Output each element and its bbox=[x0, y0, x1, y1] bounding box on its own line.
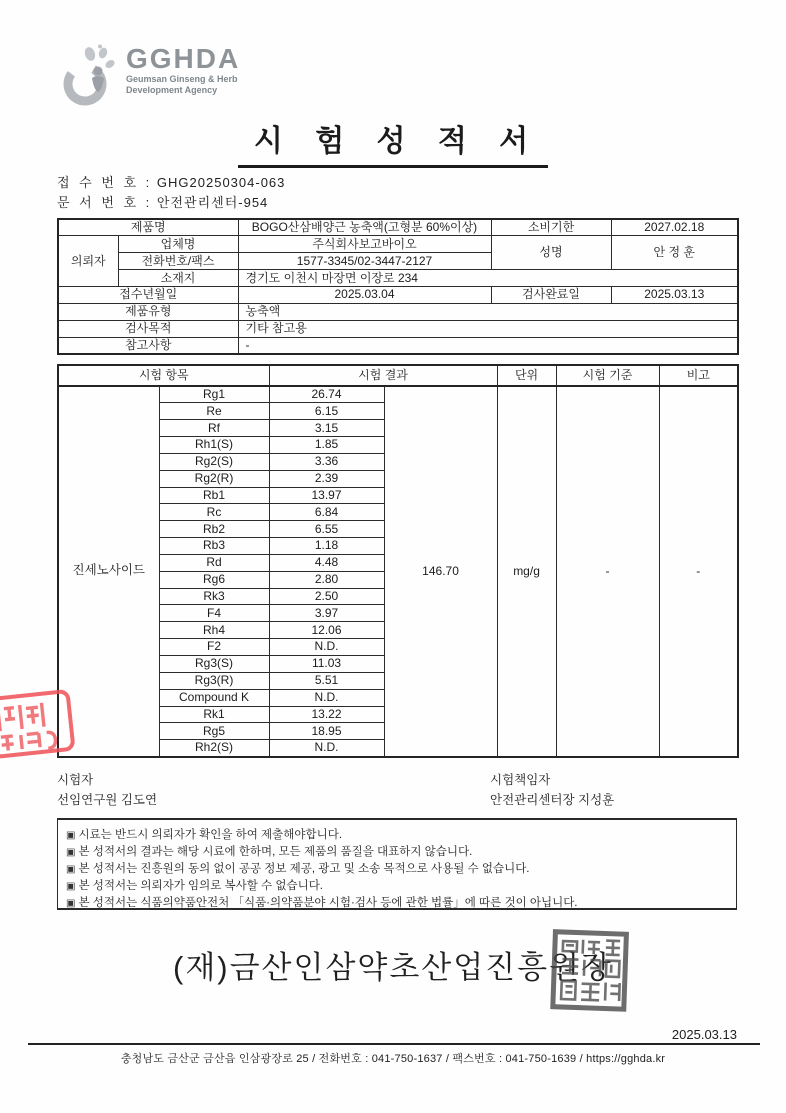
red-stamp bbox=[0, 688, 77, 768]
result-value: 2.39 bbox=[269, 470, 384, 487]
result-item: Rg2(S) bbox=[159, 453, 269, 470]
header-test-item: 시험 항목 bbox=[58, 365, 269, 386]
info-row-dates bbox=[58, 287, 738, 304]
result-item: Rb3 bbox=[159, 538, 269, 555]
result-item: Rh4 bbox=[159, 622, 269, 639]
note-line bbox=[66, 861, 736, 878]
result-item: Rh1(S) bbox=[159, 437, 269, 454]
note-bullet-icon: ▣ bbox=[66, 830, 76, 841]
info-row-product bbox=[58, 219, 738, 236]
result-item: F2 bbox=[159, 639, 269, 656]
result-value: 5.51 bbox=[269, 672, 384, 689]
group-label: 진세노사이드 bbox=[58, 386, 159, 757]
logo-subtitle-line1: Geumsan Ginseng & Herb bbox=[126, 74, 238, 84]
receipt-number-line bbox=[57, 172, 285, 191]
result-standard: - bbox=[556, 386, 659, 757]
result-item: Rk3 bbox=[159, 588, 269, 605]
product-name-value: BOGO산삼배양근 농축액(고형분 60%이상) bbox=[238, 219, 491, 236]
note-bullet-icon: ▣ bbox=[66, 847, 76, 858]
result-value: 3.15 bbox=[269, 420, 384, 437]
gghda-logo-icon bbox=[60, 44, 118, 113]
document-number-line bbox=[57, 192, 268, 211]
header-remark: 비고 bbox=[659, 365, 738, 386]
responsible-name: 안전관리센터장 지성훈 bbox=[490, 793, 615, 807]
result-value: N.D. bbox=[269, 689, 384, 706]
result-value: 4.48 bbox=[269, 554, 384, 571]
result-item: Rb1 bbox=[159, 487, 269, 504]
result-item: Rf bbox=[159, 420, 269, 437]
result-remark: - bbox=[659, 386, 738, 757]
purpose-value: 기타 참고용 bbox=[238, 320, 738, 337]
result-header-row bbox=[58, 365, 738, 386]
result-table-body bbox=[58, 386, 738, 757]
agency-logo bbox=[60, 44, 240, 113]
official-seal-stamp bbox=[550, 929, 631, 1019]
result-item: Rc bbox=[159, 504, 269, 521]
note-bullet-icon: ▣ bbox=[66, 864, 76, 875]
result-item: Compound K bbox=[159, 689, 269, 706]
note-line bbox=[66, 827, 736, 844]
result-item: Rg6 bbox=[159, 571, 269, 588]
notes-list bbox=[57, 818, 737, 910]
completed-date-value: 2025.03.13 bbox=[611, 287, 738, 304]
received-date-label: 접수년월일 bbox=[58, 287, 238, 304]
address-label: 소재지 bbox=[118, 270, 238, 287]
company-label: 업체명 bbox=[118, 236, 238, 253]
responsible-signature-block bbox=[490, 770, 614, 810]
result-item: Rg3(R) bbox=[159, 672, 269, 689]
result-value: 26.74 bbox=[269, 386, 384, 403]
note-line bbox=[66, 895, 736, 912]
info-row-company bbox=[58, 236, 738, 253]
footer-divider bbox=[28, 1043, 760, 1045]
address-value: 경기도 이천시 마장면 이장로 234 bbox=[238, 270, 738, 287]
result-value: 11.03 bbox=[269, 656, 384, 673]
issuing-org-name: (재)금산인삼약초산업진흥원장 bbox=[173, 950, 613, 985]
company-value: 주식회사보고바이오 bbox=[238, 236, 491, 253]
note-text: 시료는 반드시 의뢰자가 확인을 하여 제출해야합니다. bbox=[78, 829, 343, 841]
result-item: F4 bbox=[159, 605, 269, 622]
note-line bbox=[66, 878, 736, 895]
result-item: Rh2(S) bbox=[159, 740, 269, 757]
result-item: Rk1 bbox=[159, 706, 269, 723]
result-value: 12.06 bbox=[269, 622, 384, 639]
received-date-value: 2025.03.04 bbox=[238, 287, 491, 304]
note-text: 본 성적서의 결과는 해당 시료에 한하며, 모든 제품의 품질을 대표하지 않습니다. bbox=[78, 846, 473, 858]
result-row bbox=[58, 386, 738, 403]
name-label: 성명 bbox=[491, 236, 611, 270]
result-value: 3.36 bbox=[269, 453, 384, 470]
note-text: 본 성적서는 식품의약품안전처 「식품·의약품분야 시험·검사 등에 관한 법률」에 따른 것이 아닙니다. bbox=[78, 897, 578, 909]
result-total: 146.70 bbox=[384, 386, 497, 757]
result-value: 1.18 bbox=[269, 538, 384, 555]
header-standard: 시험 기준 bbox=[556, 365, 659, 386]
result-value: N.D. bbox=[269, 639, 384, 656]
note-bullet-icon: ▣ bbox=[66, 898, 76, 909]
tester-name: 선임연구원 김도연 bbox=[57, 793, 158, 807]
result-item: Rg2(R) bbox=[159, 470, 269, 487]
note-text: 본 성적서는 진흥원의 동의 없이 공공 정보 제공, 광고 및 소송 목적으로 사용될 수 없습니다. bbox=[78, 863, 530, 875]
document-number-label: 문 서 번 호 : bbox=[57, 195, 153, 210]
header-test-result: 시험 결과 bbox=[269, 365, 497, 386]
result-value: 6.15 bbox=[269, 403, 384, 420]
note-text: 본 성적서는 의뢰자가 임의로 복사할 수 없습니다. bbox=[78, 880, 323, 892]
completed-date-label: 검사완료일 bbox=[491, 287, 611, 304]
result-value: 18.95 bbox=[269, 723, 384, 740]
result-item: Rg5 bbox=[159, 723, 269, 740]
logo-subtitle-line2: Development Agency bbox=[126, 85, 218, 95]
phone-value: 1577-3345/02-3447-2127 bbox=[238, 253, 491, 270]
reference-value: - bbox=[238, 337, 738, 354]
expiry-value: 2027.02.18 bbox=[611, 219, 738, 236]
test-result-table bbox=[57, 364, 739, 758]
info-row-purpose bbox=[58, 320, 738, 337]
note-line bbox=[66, 844, 736, 861]
footer-contact-info: 충청남도 금산군 금산읍 인삼광장로 25 / 전화번호 : 041-750-1637 / 팩스번호 : 041-750-1639 / https://gghda.kr bbox=[120, 1053, 666, 1065]
result-value: 2.50 bbox=[269, 588, 384, 605]
product-type-value: 농축액 bbox=[238, 303, 738, 320]
result-item: Rd bbox=[159, 554, 269, 571]
receipt-number-label: 접 수 번 호 : bbox=[57, 175, 153, 190]
note-bullet-icon: ▣ bbox=[66, 881, 76, 892]
phone-label: 전화번호/팩스 bbox=[118, 253, 238, 270]
tester-label: 시험자 bbox=[57, 773, 94, 787]
result-item: Rb2 bbox=[159, 521, 269, 538]
result-item: Re bbox=[159, 403, 269, 420]
info-row-address bbox=[58, 270, 738, 287]
result-value: N.D. bbox=[269, 740, 384, 757]
result-unit: mg/g bbox=[497, 386, 556, 757]
logo-acronym: GGHDA bbox=[126, 43, 241, 74]
result-value: 1.85 bbox=[269, 437, 384, 454]
result-value: 6.55 bbox=[269, 521, 384, 538]
result-value: 3.97 bbox=[269, 605, 384, 622]
result-item: Rg3(S) bbox=[159, 656, 269, 673]
result-value: 6.84 bbox=[269, 504, 384, 521]
document-number-value: 안전관리센터-954 bbox=[156, 195, 269, 210]
issue-date: 2025.03.13 bbox=[671, 1027, 737, 1042]
info-row-reference bbox=[58, 337, 738, 354]
receipt-number-value: GHG20250304-063 bbox=[156, 175, 286, 190]
header-unit: 단위 bbox=[497, 365, 556, 386]
product-name-label: 제품명 bbox=[58, 219, 238, 236]
tester-signature-block bbox=[57, 770, 157, 810]
purpose-label: 검사목적 bbox=[58, 320, 238, 337]
sample-info-table bbox=[57, 218, 739, 355]
name-value: 안 정 훈 bbox=[611, 236, 738, 270]
responsible-label: 시험책임자 bbox=[490, 773, 551, 787]
result-value: 13.22 bbox=[269, 706, 384, 723]
client-label: 의뢰자 bbox=[58, 236, 118, 287]
reference-label: 참고사항 bbox=[58, 337, 238, 354]
result-value: 13.97 bbox=[269, 487, 384, 504]
result-value: 2.80 bbox=[269, 571, 384, 588]
product-type-label: 제품유형 bbox=[58, 303, 238, 320]
page-title: 시 험 성 적 서 bbox=[238, 116, 548, 168]
expiry-label: 소비기한 bbox=[491, 219, 611, 236]
result-item: Rg1 bbox=[159, 386, 269, 403]
info-row-type bbox=[58, 303, 738, 320]
